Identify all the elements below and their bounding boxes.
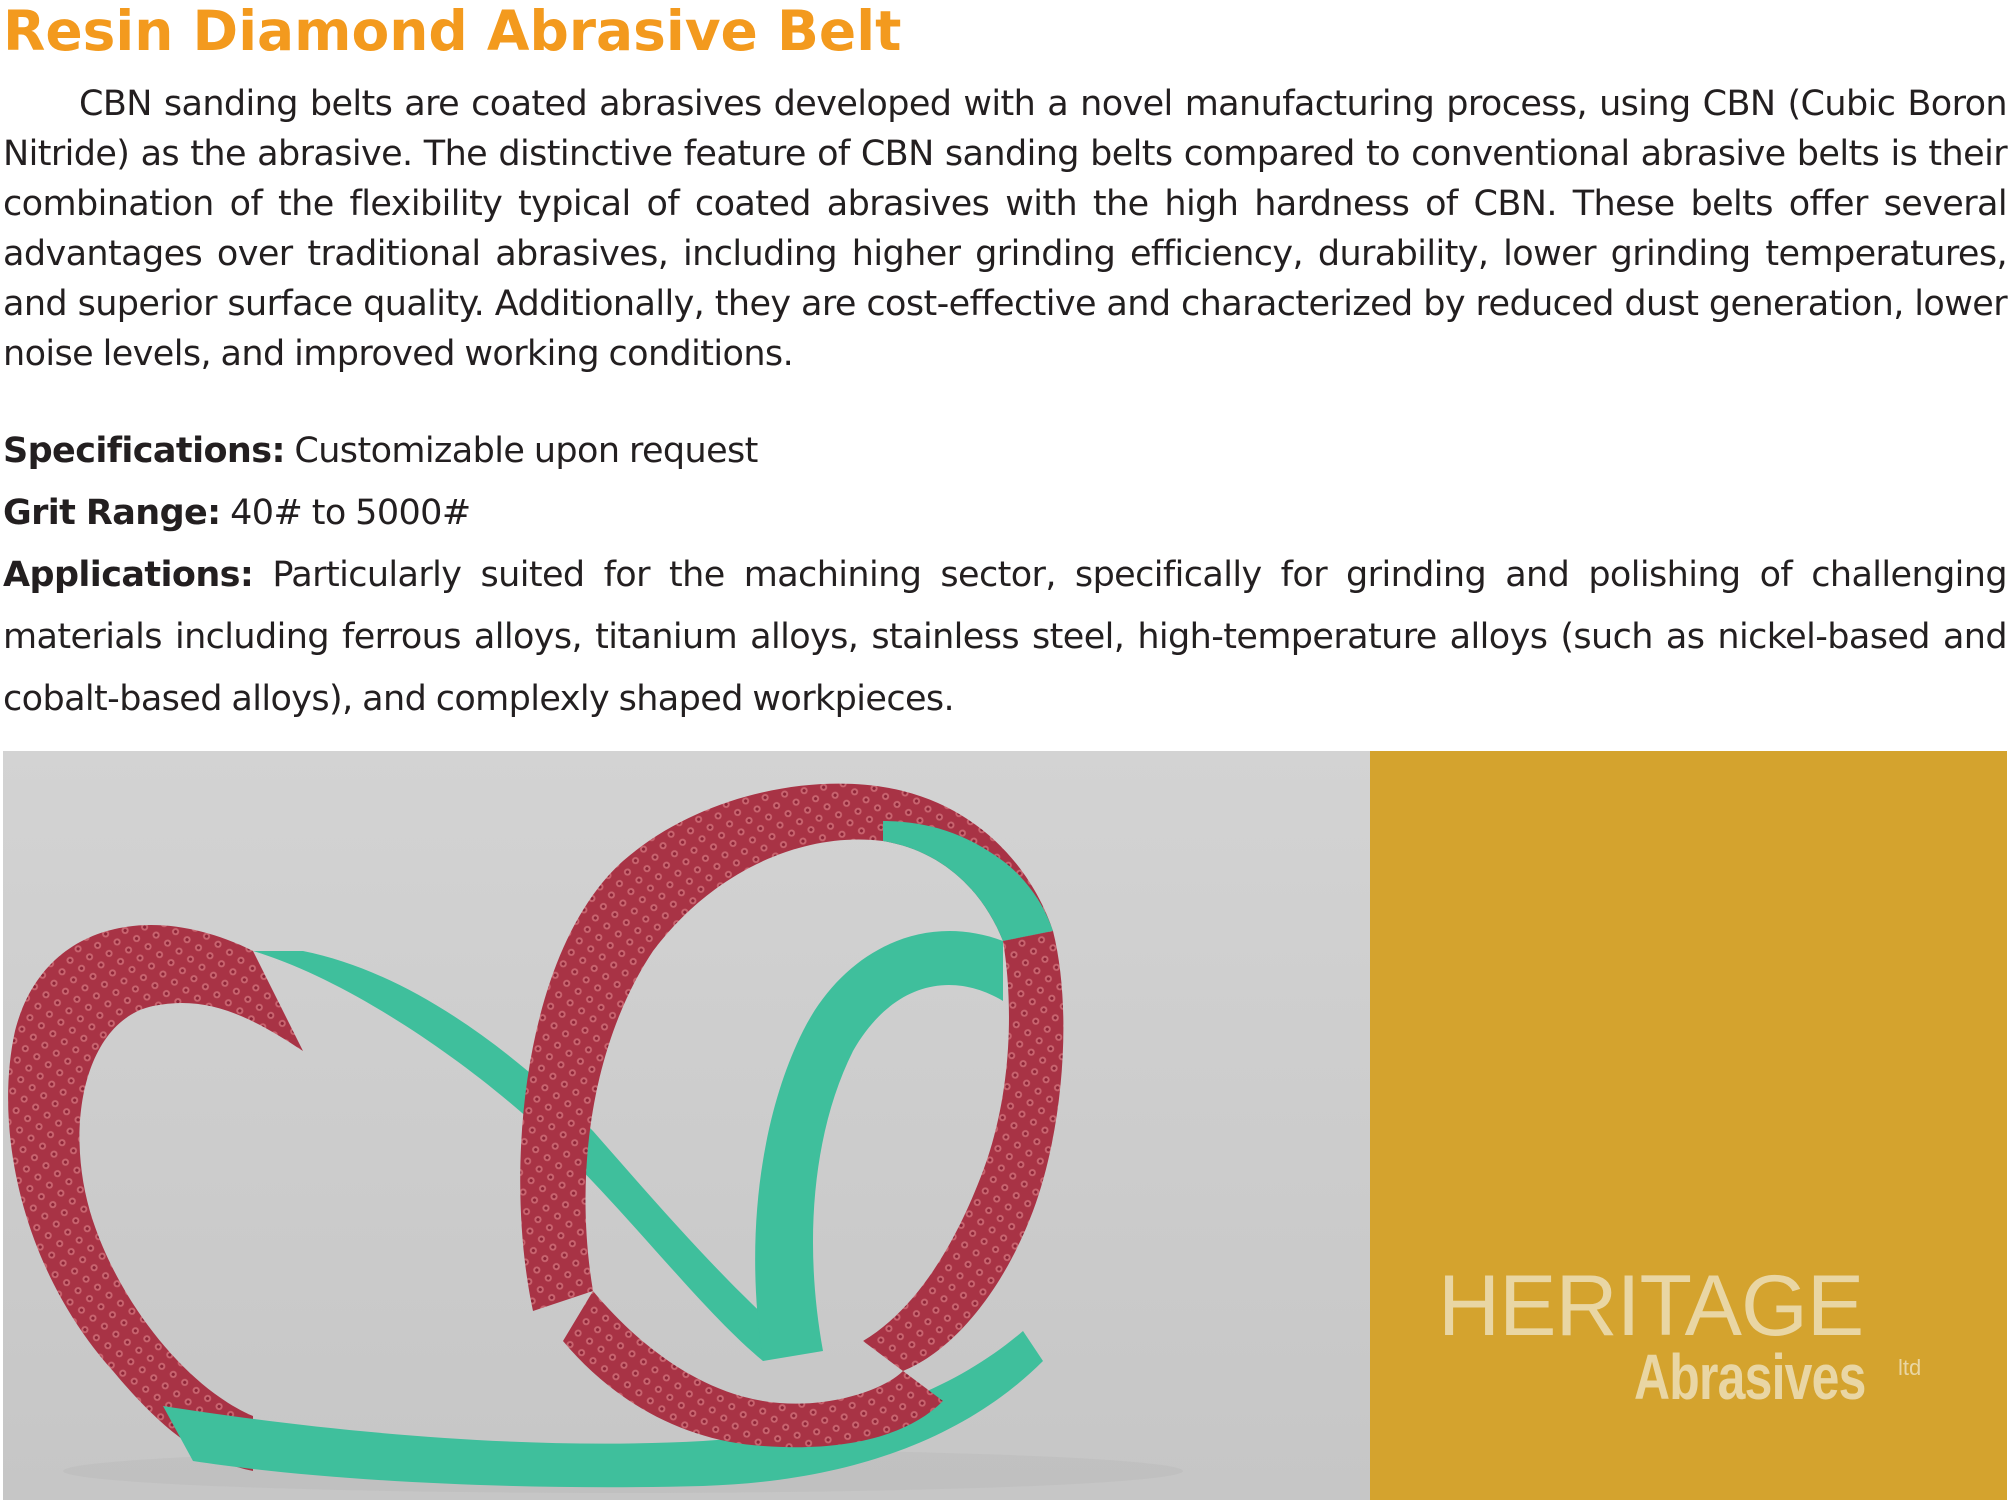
logo-subtitle: Abrasives: [1634, 1341, 1866, 1413]
intro-paragraph: CBN sanding belts are coated abrasives developed with a novel manufacturing process, using CBN (Cubic Boron Nitride) as the abrasive. The distinctive feature of CBN sanding belts compared to conventional abrasive belts is their combination of the flexibility typical of coated abrasives with the high hardness of CBN. These belts offer several advantages over traditional abrasives, including higher grinding efficiency, durability, lower grinding temperatures, and superior surface quality. Additionally, they are cost-effective and characterized by reduced dust generation, lower noise levels, and improved working conditions.: [3, 84, 2007, 374]
applications-row: [3, 544, 2007, 730]
page-title: Resin Diamond Abrasive Belt: [3, 0, 902, 63]
logo-suffix: ltd: [1898, 1355, 1922, 1380]
brand-logo-panel: [1370, 751, 2007, 1500]
specifications-row: [3, 420, 2007, 482]
logo-wordmark: HERITAGE: [1438, 1258, 1864, 1354]
applications-label: Applications:: [3, 555, 254, 595]
grit-range-value: 40# to 5000#: [230, 493, 471, 533]
applications-value: Particularly suited for the machining sector, specifically for grinding and polishing of challenging materials including ferrous alloys, titanium alloys, stainless steel, high-temperature alloys (such as nickel-based and cobalt-based alloys), and complexly shaped workpieces.: [3, 555, 2008, 719]
specifications-label: Specifications:: [3, 431, 285, 471]
grit-range-row: [3, 482, 2007, 544]
grit-range-label: Grit Range:: [3, 493, 221, 533]
specifications-value: Customizable upon request: [294, 431, 758, 471]
abrasive-belt-photo: [3, 751, 1370, 1500]
